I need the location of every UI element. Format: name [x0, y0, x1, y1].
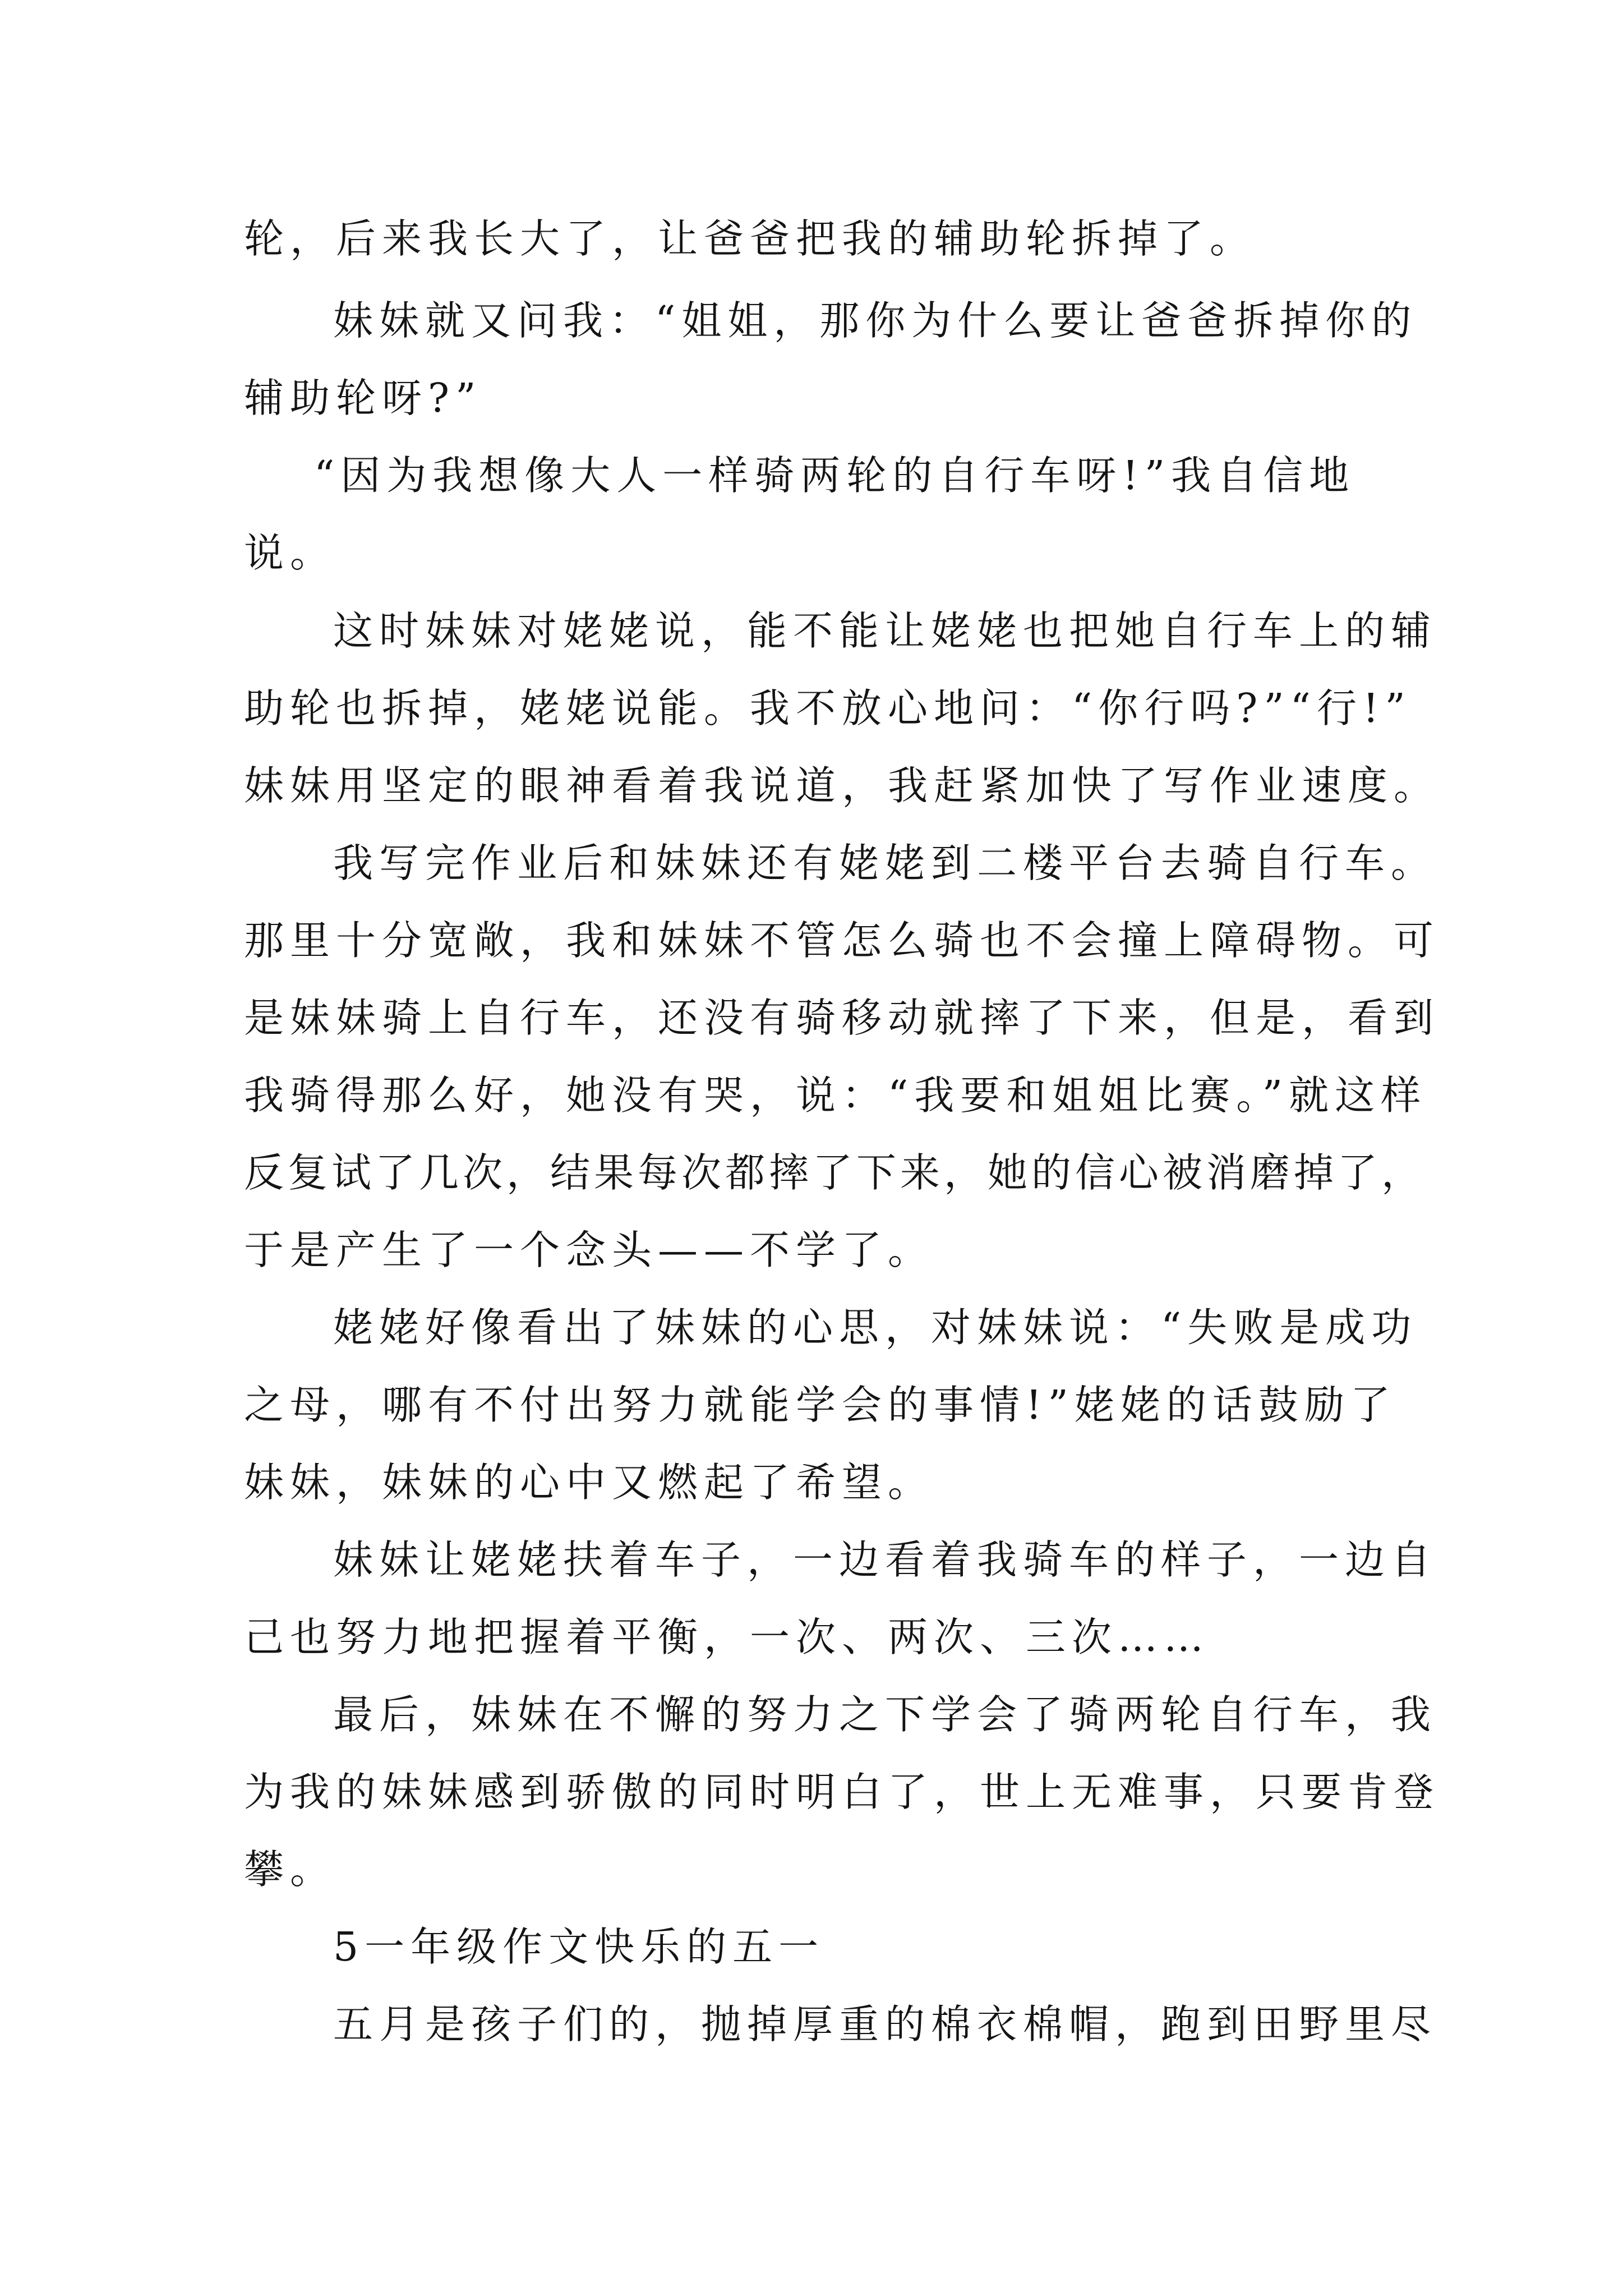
text-line: 反复试了几次，结果每次都摔了下来，她的信心被消磨掉了， [244, 1149, 1426, 1196]
text-line: 那里十分宽敞，我和妹妹不管怎么骑也不会撞上障碍物。可 [244, 917, 1440, 964]
text-line: 轮，后来我长大了，让爸爸把我的辅助轮拆掉了。 [244, 215, 1256, 262]
text-line: “因为我想像大人一样骑两轮的自行车呀!”我自信地 [314, 452, 1355, 499]
text-line: 说。 [244, 530, 336, 576]
text-line: 攀。 [244, 1846, 336, 1893]
text-line: 我骑得那么好，她没有哭，说：“我要和姐姐比赛。”就这样 [244, 1072, 1427, 1119]
text-line: 五月是孩子们的，抛掉厚重的棉衣棉帽，跑到田野里尽 [333, 2001, 1437, 2047]
text-line: 妹妹让姥姥扶着车子，一边看着我骑车的样子，一边自 [333, 1536, 1437, 1583]
text-line: 最后，妹妹在不懈的努力之下学会了骑两轮自行车，我 [333, 1691, 1437, 1738]
text-line: 我写完作业后和妹妹还有姥姥到二楼平台去骑自行车。 [333, 840, 1437, 886]
text-line: 为我的妹妹感到骄傲的同时明白了，世上无难事，只要肯登 [244, 1769, 1440, 1815]
text-line: 辅助轮呀?” [244, 375, 482, 421]
text-line: 助轮也拆掉，姥姥说能。我不放心地问：“你行吗?”“行!” [244, 685, 1412, 731]
section-heading: 5一年级作文快乐的五一 [333, 1924, 825, 1970]
text-line: 妹妹用坚定的眼神看着我说道，我赶紧加快了写作业速度。 [244, 762, 1440, 809]
text-line: 是妹妹骑上自行车，还没有骑移动就摔了下来，但是，看到 [244, 995, 1440, 1041]
text-line: 妹妹就又问我：“姐姐，那你为什么要让爸爸拆掉你的 [333, 297, 1418, 344]
text-line: 这时妹妹对姥姥说，能不能让姥姥也把她自行车上的辅 [333, 608, 1437, 654]
text-line: 姥姥好像看出了妹妹的心思，对妹妹说：“失败是成功 [333, 1304, 1418, 1351]
text-line: 于是产生了一个念头——不学了。 [244, 1227, 934, 1273]
text-line: 妹妹，妹妹的心中又燃起了希望。 [244, 1459, 934, 1506]
text-line: 之母，哪有不付出努力就能学会的事情!”姥姥的话鼓励了 [244, 1382, 1396, 1428]
text-line: 己也努力地把握着平衡，一次、两次、三次…… [244, 1614, 1210, 1660]
